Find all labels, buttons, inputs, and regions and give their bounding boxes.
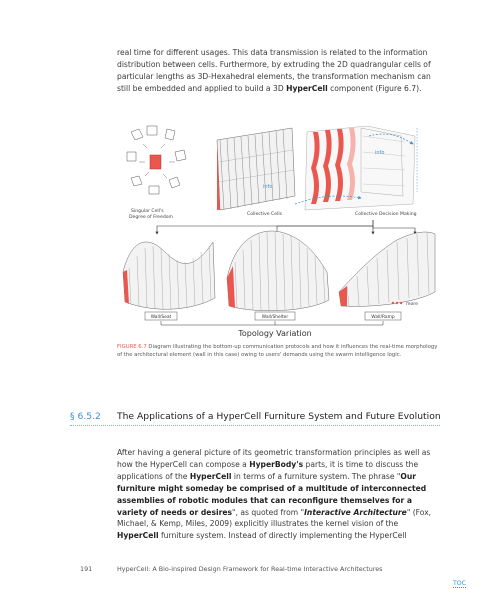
label-wall-seat: Wall/Seat [150, 315, 172, 320]
more-indicator [392, 302, 402, 304]
running-footer-title: HyperCell: A Bio-inspired Design Framework for Real-time Interactive Architectures [117, 565, 383, 573]
body-text-3: in terms of a furniture system. The phrase " [231, 471, 401, 481]
caption-figure-label: FIGURE 6.7 [117, 344, 147, 350]
label-wall-ramp: Wall/Ramp [371, 315, 395, 320]
section-number: § 6.5.2 [70, 411, 101, 422]
body-paragraph [117, 447, 439, 542]
section-title: The Applications of a HyperCell Furniture System and Future Evolution [117, 411, 441, 422]
figure-caption [117, 343, 439, 359]
distribution-lines [157, 220, 415, 234]
label-singular-cell: Singular Cell's [131, 209, 164, 214]
body-bold-hypercell-1: HyperCell [189, 471, 232, 481]
caption-text: Diagram illustrating the bottom-up communication protocols and how it influences the real-time morphology of the architectural element (wall in this case) owing to users' demands using the swarm intelligence logic. [117, 344, 438, 358]
body-text-5: " (Fox, Michael, & Kemp, Miles, 2009) explicitly illustrates the kernel vision of the [117, 507, 432, 529]
wall-shelter-shape [227, 231, 329, 311]
body-text-2: parts, it is time to discuss the applications of the [117, 459, 419, 481]
label-topology-variation: Topology Variation [238, 329, 312, 338]
body-bold-italic-title: Interactive Architecture [304, 507, 407, 517]
info-label-bottom: info [263, 184, 273, 190]
topology-bracket [161, 321, 383, 325]
body-text-6: furniture system. Instead of directly implementing the HyperCell [158, 531, 407, 541]
label-decision-making: Collective Decision Making [355, 212, 417, 217]
label-more: more [406, 302, 418, 307]
wall-seat-shape [123, 242, 215, 310]
page-number: 191 [80, 565, 93, 573]
collective-cells-wall [217, 128, 295, 210]
section-divider [70, 425, 440, 426]
figure-6-7 [117, 122, 439, 342]
intro-paragraph [117, 47, 439, 95]
label-wall-shelter: Wall/Shelter [261, 315, 289, 320]
wall-ramp-shape [339, 232, 435, 306]
body-text-4: ", as quoted from " [232, 507, 305, 517]
singular-cell-cluster [127, 126, 186, 194]
toc-link[interactable]: TOC [453, 580, 466, 587]
intro-text: real time for different usages. This data transmission is related to the information distribution between cells. Furthermore, by extruding the 2D quadrangular cells of particular lengths as 3D-Hexahedral elements, the transformation mechanism can still be embedded and applied to build a 3D [117, 48, 431, 93]
intro-bold-hypercell: HyperCell [286, 83, 328, 93]
body-bold-quote: Our furniture might someday be comprised of a multitude of interconnected assemblies of robotic modules that can reconfigure themselves for a variety of needs or desires [117, 471, 427, 517]
body-text-1: After having a general picture of its geometric transformation principles as well as how the HyperCell can compose a [117, 448, 431, 469]
info-label-top: info [375, 150, 385, 156]
label-collective-cells: Collective Cells [247, 212, 282, 217]
intro-text-end: component (Figure 6.7). [327, 83, 422, 93]
body-bold-hypercell-2: HyperCell [117, 531, 159, 541]
decision-making-fins [305, 126, 415, 210]
label-degree-of-freedom: Degree of Freedom [129, 215, 174, 220]
body-bold-hyperbody: HyperBody's [249, 459, 304, 469]
